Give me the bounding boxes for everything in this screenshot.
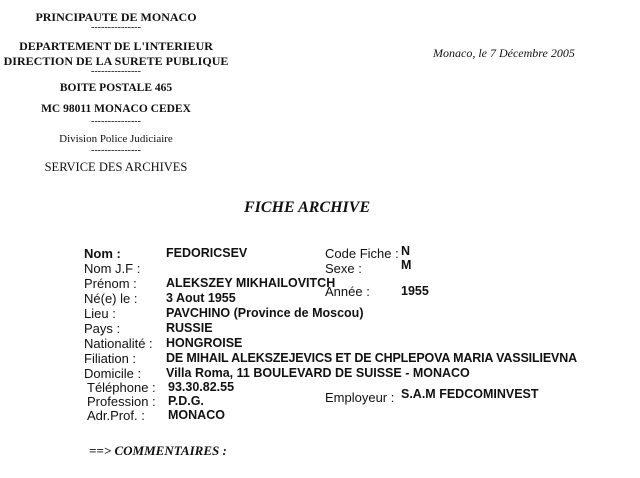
label-code-fiche: Code Fiche : — [325, 246, 399, 261]
value-nom: FEDORICSEV — [166, 246, 248, 260]
value-lieu: PAVCHINO (Province de Moscou) — [166, 306, 364, 320]
value-domicile: Villa Roma, 11 BOULEVARD DE SUISSE - MONACO — [166, 366, 470, 380]
label-adr-prof: Adr.Prof. : — [87, 408, 145, 423]
value-sexe: M — [401, 258, 412, 272]
label-employeur: Employeur : — [325, 390, 395, 405]
header-principality: PRINCIPAUTE DE MONACO — [35, 10, 197, 24]
label-nom: Nom : — [84, 246, 121, 261]
label-nom-jf: Nom J.F : — [84, 261, 141, 276]
header-separator: --------------- — [91, 116, 141, 127]
label-prenom: Prénom : — [84, 276, 137, 291]
label-domicile: Domicile : — [84, 366, 142, 381]
label-annee: Année : — [325, 284, 370, 299]
header-separator: --------------- — [91, 66, 141, 77]
value-employeur: S.A.M FEDCOMINVEST — [401, 387, 539, 401]
comments-label: ==> COMMENTAIRES : — [89, 443, 227, 458]
header-separator: --------------- — [91, 145, 141, 156]
label-telephone: Téléphone : — [87, 380, 156, 395]
header-department: DEPARTEMENT DE L'INTERIEUR — [19, 39, 213, 53]
label-lieu: Lieu : — [84, 306, 116, 321]
label-sexe: Sexe : — [325, 261, 362, 276]
header-po-box: BOITE POSTALE 465 — [59, 82, 173, 94]
value-adr-prof: MONACO — [168, 408, 225, 422]
value-code-fiche: N — [401, 244, 411, 258]
document-date: Monaco, le 7 Décembre 2005 — [433, 46, 575, 60]
value-nationalite: HONGROISE — [166, 336, 243, 350]
value-pays: RUSSIE — [166, 321, 213, 335]
header-separator: --------------- — [91, 22, 141, 33]
document-title: FICHE ARCHIVE — [244, 199, 371, 216]
label-ne-le: Né(e) le : — [84, 291, 138, 306]
value-prenom: ALEKSZEY MIKHAILOVITCH — [166, 276, 336, 290]
header-service: SERVICE DES ARCHIVES — [44, 160, 188, 174]
value-filiation: DE MIHAIL ALEKSZEJEVICS ET DE CHPLEPOVA MARIA VASSILIEVNA — [166, 351, 577, 365]
label-nationalite: Nationalité : — [84, 336, 153, 351]
value-profession: P.D.G. — [168, 394, 204, 408]
label-filiation: Filiation : — [84, 351, 137, 366]
value-ne-le: 3 Aout 1955 — [166, 291, 236, 305]
value-annee: 1955 — [401, 284, 429, 298]
value-telephone: 93.30.82.55 — [168, 380, 235, 394]
header-postcode: MC 98011 MONACO CEDEX — [41, 103, 191, 115]
label-profession: Profession : — [87, 394, 156, 409]
header-direction: DIRECTION DE LA SURETE PUBLIQUE — [3, 54, 229, 68]
header-division: Division Police Judiciaire — [59, 133, 173, 145]
label-pays: Pays : — [84, 321, 121, 336]
